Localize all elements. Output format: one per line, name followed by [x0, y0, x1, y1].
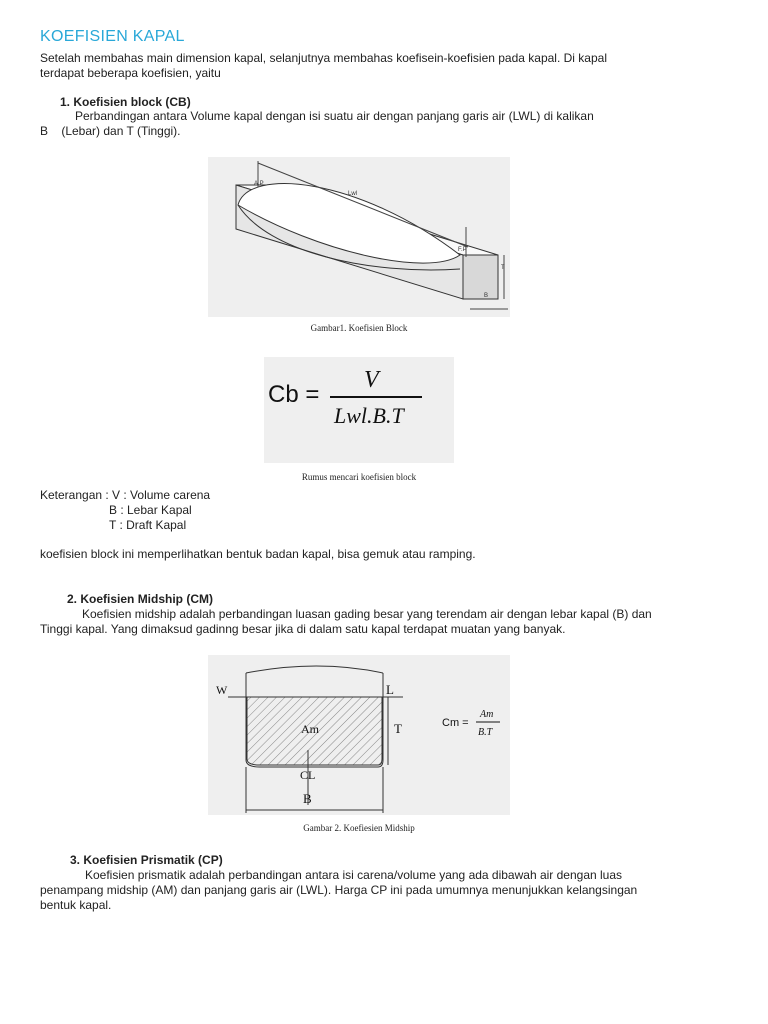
formula-caption: Rumus mencari koefisien block — [301, 472, 417, 482]
w-label: W — [216, 683, 228, 697]
section-1-note: koefisien block ini memperlihatkan bentuk badan kapal, bisa gemuk atau ramping. — [40, 547, 476, 561]
centreline-label: CL — [300, 768, 316, 782]
b-dimension-label: B — [303, 791, 312, 806]
cb-formula-denominator: Lwl.B.T — [334, 403, 404, 428]
l-label: L — [386, 682, 394, 697]
section-3-heading: 3. Koefisien Prismatik (CP) — [70, 853, 223, 867]
section-3-body-line-2: penampang midship (AM) dan panjang garis air (LWL). Harga CP ini pada umumnya menunjukkan kelangsingan — [40, 883, 638, 897]
section-2-body-line-2: Tinggi kapal. Yang dimaksud gadinng besar jika di dalam satu kapal terdapat muatan yang banyak. — [40, 622, 566, 636]
page-title: KOEFISIEN KAPAL — [40, 28, 185, 45]
section-1-body-line-1: Perbandingan antara Volume kapal dengan isi suatu air dengan panjang garis air (LWL) di kalikan — [75, 109, 594, 123]
section-3-body-line-3: bentuk kapal. — [40, 898, 112, 912]
section-2-heading: 2. Koefisien Midship (CM) — [67, 592, 214, 606]
section-1-heading: 1. Koefisien block (CB) — [60, 95, 191, 109]
section-2-body-line-1: Koefisien midship adalah perbandingan luasan gading besar yang terendam air dengan lebar kapal (B) dan — [82, 607, 652, 621]
legend-line-3: T : Draft Kapal — [109, 518, 187, 532]
t-label: T — [501, 265, 505, 271]
midship-coefficient-figure — [208, 655, 510, 815]
legend-line-1: Keterangan : V : Volume carena — [40, 488, 211, 502]
intro-line-2: terdapat beberapa koefisien, yaitu — [40, 66, 221, 80]
fp-label: F.P — [458, 247, 467, 253]
cm-formula-denominator: B.T — [478, 727, 493, 738]
legend-line-2: B : Lebar Kapal — [109, 503, 192, 517]
cm-formula-numerator: Am — [480, 709, 494, 720]
b-label: B — [484, 293, 489, 299]
t-dimension-label: T — [394, 721, 402, 736]
cb-formula-numerator: V — [364, 367, 379, 393]
am-label: Am — [301, 722, 319, 736]
section-3-body-line-1: Koefisien prismatik adalah perbandingan antara isi carena/volume yang ada dibawah air dengan luas — [85, 868, 623, 882]
cm-formula-lhs: Cm = — [442, 717, 469, 729]
block-coefficient-figure — [208, 157, 510, 317]
figure-2-caption: Gambar 2. Koefiesien Midship — [303, 823, 415, 833]
ap-label: A.P — [254, 181, 264, 187]
block-formula-figure — [264, 357, 454, 463]
figure-1-caption: Gambar1. Koefisien Block — [310, 323, 408, 333]
intro-line-1: Setelah membahas main dimension kapal, selanjutnya membahas koefisein-koefisien pada kapal. Di kapal — [40, 51, 607, 65]
cb-formula-lhs: Cb = — [268, 381, 320, 408]
section-1-body-line-2: B (Lebar) dan T (Tinggi). — [40, 124, 181, 138]
lwl-label: Lwl — [348, 191, 358, 197]
